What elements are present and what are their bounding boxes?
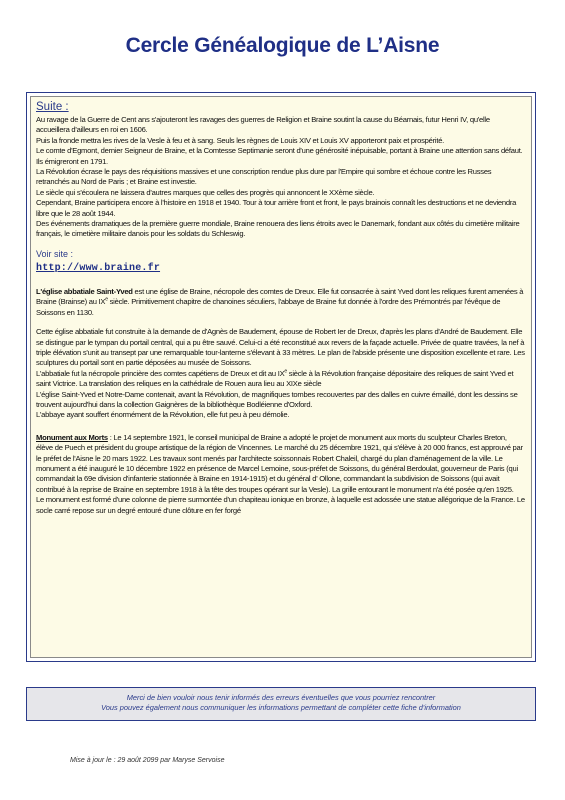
footer-line: Merci de bien vouloir nous tenir informés des erreurs éventuelles que vous pourriez rencontrer xyxy=(126,693,436,702)
suite-paragraph: Le siècle qui s'écoulera ne laissera d'autres marques que celles des progrès qui annoncent le XXème siècle. xyxy=(36,187,375,197)
content-box xyxy=(26,92,536,662)
page-title: Cercle Généalogique de L’Aisne xyxy=(125,34,440,57)
eglise-text: siècle à la Révolution française dépositaire des reliques de saint Yved et saint Victrice. La translation des reliques en la cathédrale de Rouen aura lieu au XIXe siècle xyxy=(36,368,514,389)
voir-site-label: Voir site : xyxy=(36,248,74,259)
footer-notice xyxy=(26,687,536,721)
suite-paragraph: La Révolution écrase le pays des réquisitions massives et une conscription rendue plus dure par l'Empire qui sombre et échoue contre les Russes retranchés au Nord de Paris ; et Braine est investie. xyxy=(36,167,492,187)
suite-paragraph: Le comte d'Egmont, dernier Seigneur de Braine, et la Comtesse Septimanie seront d'une générosité inépuisable, portant à Braine une attention sans défaut. Ils émigreront en 1791. xyxy=(36,146,523,166)
monument-section xyxy=(36,433,525,516)
suite-section xyxy=(36,115,525,240)
monument-text: : Le 14 septembre 1921, le conseil municipal de Braine a adopté le projet de monument aux morts du sculpteur Charles Breton, élève de Puech et président du groupe artistique de la région de Vincennes. Le marché du 25 décembre 1921, qui s'élève à 20 000 francs, est approuvé par le préfet de l'Aisne le 20 mars 1922. Les travaux sont menés par l'architecte soissonnais Robert Chaleil, chargé du plan d'aménagement de la ville. Le monument a été inauguré le 10 décembre 1922 en présence de Marcel Lemoine, sous-préfet de Soissons, du général Berdoulat, gouverneur de Paris (qui commandait la 69e division d'infanterie stationnée à Braine en 1914-1915) et du général d' Ollone, commandant la subdivision de Soissons (qui avait contribué à la reprise de Braine en septembre 1918 à la tête des troupes opérant sur la Vesle). La grille entourant le monument n'a été posée qu'en 1925. xyxy=(36,432,523,494)
eglise-paragraph: L'église Saint-Yved et Notre-Dame contenait, avant la Révolution, de magnifiques tombes recouvertes par des dalles en cuivre émaillé, dont les dessins se trouvent aujourd'hui dans la collection Gaignères de la bibliothèque Bodléienne d'Oxford. xyxy=(36,389,518,409)
suite-paragraph: Des événements dramatiques de la première guerre mondiale, Braine renouera des liens étroits avec le Danemark, fondant aux côtés du cimetière militaire français, le cimetière militaire danois pour les soldats du Schleswig. xyxy=(36,219,520,239)
eglise-paragraph xyxy=(36,369,525,390)
braine-website-link[interactable]: http://www.braine.fr xyxy=(36,262,161,274)
eglise-paragraph: L'abbaye ayant souffert énormément de la Révolution, elle fut peu à peu démolie. xyxy=(36,410,290,420)
suite-paragraph: Puis la fronde mettra les rives de la Vesle à feu et à sang. Seuls les règnes de Louis XIV et Louis XV apporteront paix et prospérité. xyxy=(36,135,445,145)
suite-paragraph: Cependant, Braine participera encore à l'histoire en 1918 et 1940. Tour à tour arrière front et front, le pays brainois connaît les destructions et ne deviendra libre que le 28 août 1944. xyxy=(36,198,517,218)
monument-paragraph: Le monument est formé d'une colonne de pierre surmontée d'un chapiteau ionique en bronze, à laquelle est adossée une statue allégorique de la France. Le socle carré repose sur un degré entouré d'une clôture en fer forgé xyxy=(36,495,525,515)
update-note: Mise à jour le : 29 août 2099 par Maryse Servoise xyxy=(70,757,225,764)
eglise-text: est une église de Braine, nécropole des comtes de Dreux. Elle fut consacrée à saint Yved dont les reliques furent amenées à Braine (Brainse) au IX xyxy=(36,286,524,307)
superscript: e xyxy=(105,296,108,303)
footer-line: Vous pouvez également nous communiquer les informations permettant de compléter cette fiche d'information xyxy=(101,703,461,712)
eglise-title: L'église abbatiale Saint-Yved xyxy=(36,286,133,296)
monument-title: Monument aux Morts xyxy=(36,432,108,442)
superscript: e xyxy=(284,368,287,375)
eglise-text: L'abbatiale fut la nécropole princière des comtes capétiens de Dreux et dit au IX xyxy=(36,368,285,378)
suite-paragraph: Au ravage de la Guerre de Cent ans s'ajouteront les ravages des guerres de Religion et Braine soutint la cause du Béarnais, futur Henri IV, qu'elle accueillera d'ailleurs en roi en 1606. xyxy=(36,115,490,135)
suite-label: Suite : xyxy=(36,101,69,113)
eglise-section xyxy=(36,287,525,421)
monument-paragraph xyxy=(36,433,525,495)
eglise-text: siècle. Primitivement chapitre de chanoines séculiers, l'abbaye de Braine fut donnée à l'ordre des Prémontrés par l'évêque de Soissons en 1130. xyxy=(36,297,501,317)
eglise-paragraph xyxy=(36,287,525,318)
eglise-paragraph: Cette église abbatiale fut construite à la demande de d'Agnès de Baudement, épouse de Robert Ier de Dreux, d'après les plans d'André de Baudement. Elle se distingue par le tympan du portail central, qui a pu être sauvé. Celui-ci a été reconstitué aux revers de la façade actuelle. Privée de quatre travées, la nef à triple élévation s'unit au transept par une remarquable tour-lanterne s'élevant à 33 mètres. Le plan de l'abside présente une disposition excellente et rare. Les sculptures du portail sont en partie déposées au musée de Soissons. xyxy=(36,327,525,368)
content-inner xyxy=(30,96,532,658)
